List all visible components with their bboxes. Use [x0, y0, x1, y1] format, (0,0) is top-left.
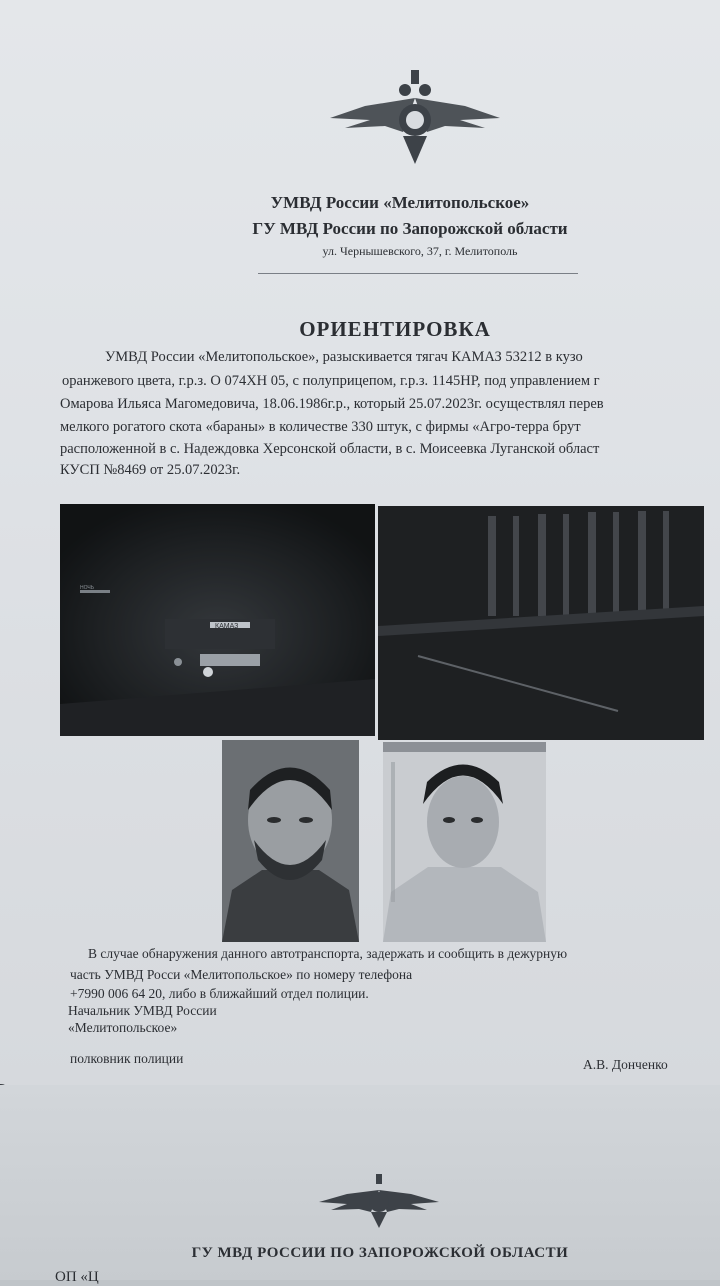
second-sheet [0, 1085, 720, 1285]
document-title: ОРИЕНТИРОВКА [299, 317, 491, 341]
camera-photo-truck [60, 504, 375, 736]
suspect-photo-2 [383, 742, 546, 942]
signer-name: А.В. Донченко [583, 1057, 668, 1072]
body-line-6: КУСП №8469 от 25.07.2023г. [60, 462, 241, 478]
body-line-1: УМВД России «Мелитопольское», разыскивается тягач КАМАЗ 53212 в кузо [105, 349, 583, 365]
header-divider [258, 273, 578, 274]
body-line-2: оранжевого цвета, г.р.з. О 074ХН 05, с полуприцепом, г.р.з. 1145НР, под управлением г [62, 373, 600, 389]
body-line-3: Омарова Ильяса Магомедовича, 18.06.1986г.р., который 25.07.2023г. осуществлял перев [60, 396, 604, 412]
camera-overlay-text: НОЧЬ [80, 585, 95, 591]
camera-photo-road [378, 506, 704, 740]
signer-title-2: «Мелитопольское» [68, 1020, 178, 1035]
body-line-5: расположенной в с. Надеждовка Херсонской области, в с. Моисеевка Луганской област [60, 441, 600, 457]
truck-sign-text: КАМАЗ [215, 623, 239, 630]
org-name-line1: УМВД России «Мелитопольское» [270, 193, 530, 212]
mvd-emblem-icon-2 [317, 1172, 441, 1230]
footer-phone: +7990 006 64 20, либо в ближайший отдел полиции. [70, 986, 369, 1001]
org-name-line2: ГУ МВД России по Запорожской области [252, 219, 568, 238]
org-address: ул. Чернышевского, 37, г. Мелитополь [322, 244, 518, 258]
signer-rank: полковник полиции [70, 1051, 184, 1066]
second-sheet-header: ГУ МВД РОССИИ ПО ЗАПОРОЖСКОЙ ОБЛАСТИ [191, 1245, 569, 1261]
body-line-4: мелкого рогатого скота «бараны» в количестве 330 штук, с фирмы «Агро-терра брут [60, 419, 581, 435]
second-sheet-partial-line: ОП «Ц [55, 1269, 99, 1285]
signer-title-1: Начальник УМВД России [68, 1003, 217, 1018]
footer-line-2: часть УМВД Росси «Мелитопольское» по номеру телефона [70, 967, 413, 982]
mvd-emblem-icon [325, 68, 505, 168]
footer-line-1: В случае обнаружения данного автотранспорта, задержать и сообщить в дежурную [88, 946, 568, 961]
suspect-photo-1 [222, 740, 359, 942]
